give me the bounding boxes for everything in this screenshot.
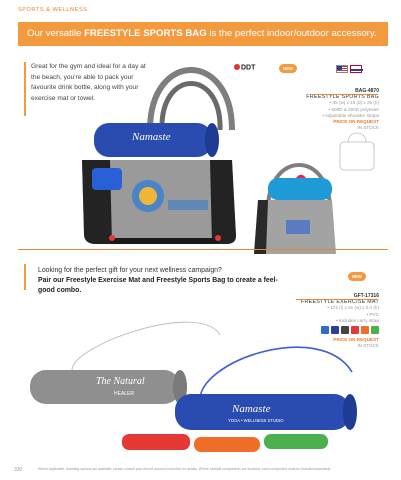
bag-outline-icon: [348, 133, 366, 142]
bag-print-text: [168, 200, 208, 210]
color-swatches: [301, 326, 379, 334]
page-number: 330: [14, 467, 23, 473]
grey-mat-brand-sub: HEALER: [114, 391, 135, 397]
bag-name: FREESTYLE SPORTS BAG: [306, 94, 379, 101]
bag-print-logo: [139, 187, 157, 205]
intro-text: Great for the gym and ideal for a day at the beach, you're able to pack your favourite drink bottle, along with your exercise mat or towel.: [31, 63, 146, 102]
mat-code: GFT-17316: [353, 293, 379, 299]
mat-roll-red: [122, 434, 190, 450]
color-swatch[interactable]: [331, 326, 339, 334]
bag-side-panel: [254, 200, 268, 254]
mat-strap: [200, 347, 352, 400]
banner-product: FREESTYLE SPORTS BAG: [84, 28, 207, 39]
mat-roll-end: [343, 394, 357, 430]
bag-zipper-pull: [215, 235, 221, 241]
banner-suffix: is the perfect indoor/outdoor accessory.: [206, 28, 377, 39]
color-swatch[interactable]: [371, 326, 379, 334]
bag-code: BAG-4870: [355, 88, 379, 94]
accent-bar: [24, 264, 26, 290]
towel-roll: [268, 178, 332, 200]
new-badge: NEW: [348, 272, 366, 281]
footnote: Where applicable, branding options are available; please consult your Amrod account executive for details. Where multiple components are included, each component must be branded separately.: [38, 467, 331, 471]
bag-outline-icon: [340, 142, 374, 170]
mat-dims: • 172 (l) x 61 (w) x 0.4 (h): [327, 305, 379, 311]
mat-line: • PVC: [366, 311, 379, 317]
mat-pair-text: Pair our Freestyle Exercise Mat and Freestyle Sports Bag to create a feel-good combo.: [38, 276, 278, 294]
mat-question: Looking for the perfect gift for your next wellness campaign?: [38, 267, 222, 274]
bag-dims: • 45 (w) x 16 (d) x 25 (h): [329, 100, 379, 106]
banner-prefix: Our versatile: [27, 28, 85, 39]
bag-side-panel: [210, 160, 236, 244]
mat-strap: [72, 322, 220, 370]
new-badge: NEW: [279, 64, 297, 73]
mat-roll-orange: [194, 437, 260, 452]
color-swatch[interactable]: [361, 326, 369, 334]
divider: [296, 299, 378, 300]
mat-name: FREESTYLE EXERCISE MAT: [300, 299, 379, 306]
bag-line: • Adjustable shoulder straps: [322, 112, 379, 118]
mat-sub: IN STOCK: [357, 343, 379, 349]
mat-roll-end: [205, 123, 219, 157]
bag-base: [110, 238, 218, 244]
color-swatch[interactable]: [321, 326, 329, 334]
color-swatch[interactable]: [341, 326, 349, 334]
mat-intro: [38, 266, 288, 295]
bag-tag: PRICE ON REQUEST: [333, 119, 379, 125]
section-label: SPORTS & WELLNESS: [18, 7, 88, 13]
mat-tag: PRICE ON REQUEST: [333, 337, 379, 343]
bag-zipper-pull: [109, 235, 115, 241]
blue-mat-brand-sub: YOGA • WELLNESS STUDIO: [228, 418, 284, 423]
mat-spec: [301, 293, 379, 349]
bag-print-logo: [286, 220, 310, 234]
bag-sub: IN STOCK: [357, 125, 379, 131]
drink-bottle: [92, 168, 122, 190]
bag-line: • 600D & 600D polyester: [328, 106, 379, 112]
section-divider: [18, 249, 388, 250]
brand-logo-text: DDT: [241, 64, 256, 72]
mat-line: • Includes carry strap: [336, 317, 379, 323]
mat-roll-green: [264, 434, 328, 449]
color-swatch[interactable]: [351, 326, 359, 334]
grey-mat-brand: The Natural: [96, 376, 145, 387]
blue-mat-brand: Namaste: [232, 403, 271, 415]
bag-mat-brand: Namaste: [132, 131, 171, 143]
